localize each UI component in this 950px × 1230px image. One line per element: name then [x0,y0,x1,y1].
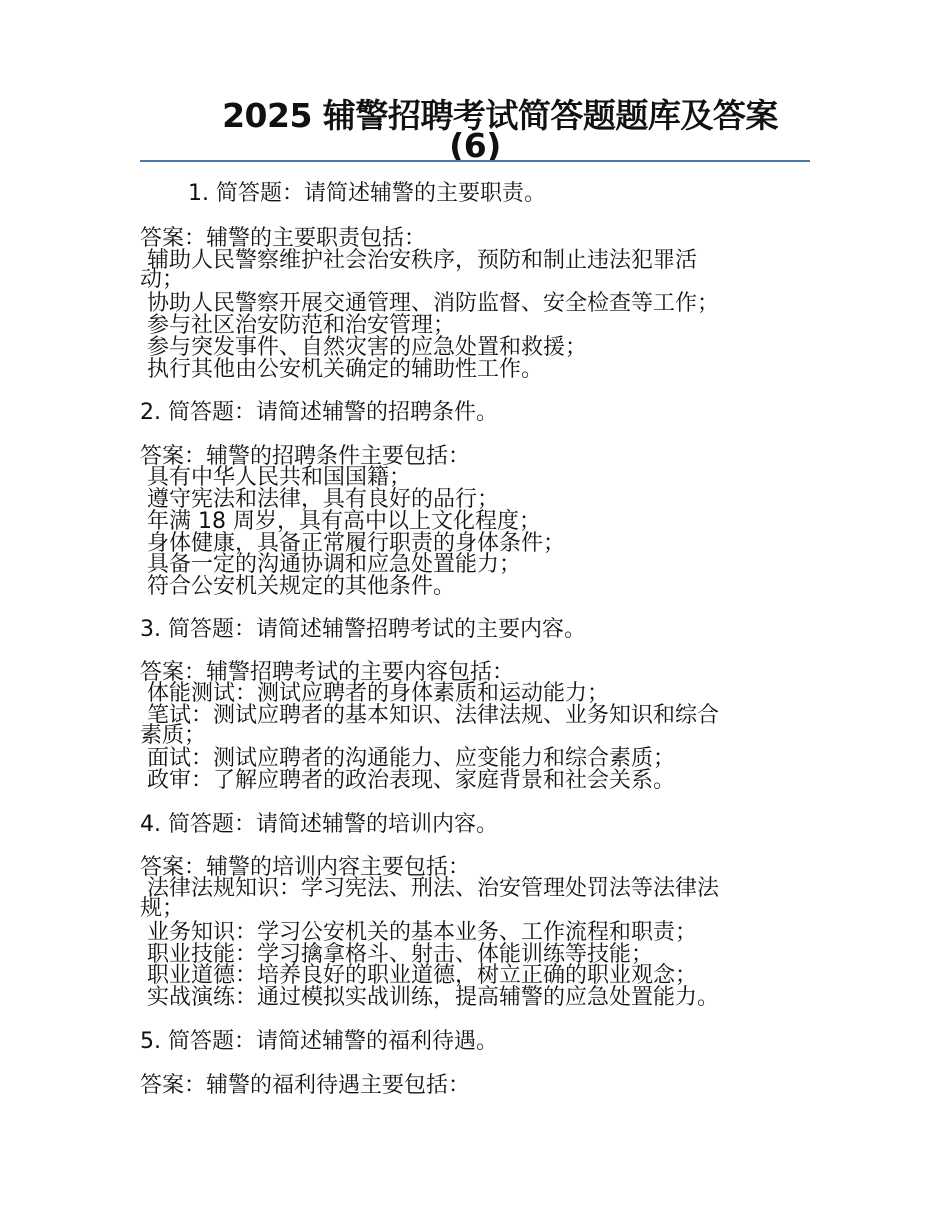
question-4: 4. 简答题：请简述辅警的培训内容。 [140,812,498,837]
answer-1-item: 参与社区治安防范和治安管理； [147,313,456,338]
page-title [140,96,810,165]
answer-5-heading: 答案：辅警的福利待遇主要包括： [140,1073,471,1098]
question-3: 3. 简答题：请简述辅警招聘考试的主要内容。 [140,617,586,642]
answer-1-item: 动； [140,267,185,292]
answer-4-item: 业务知识：学习公安机关的基本业务、工作流程和职责； [147,920,698,945]
answer-1-item: 辅助人民警察维护社会治安秩序，预防和制止违法犯罪活 [147,248,698,273]
answer-1-item: 执行其他由公安机关确定的辅助性工作。 [147,357,544,382]
answer-2-item: 具备一定的沟通协调和应急处置能力； [147,552,522,577]
answer-3-item: 体能测试：测试应聘者的身体素质和运动能力； [147,681,610,706]
answer-2-item: 身体健康，具备正常履行职责的身体条件； [147,531,566,556]
question-1: 1. 简答题：请简述辅警的主要职责。 [188,181,546,206]
answer-2-item: 年满 18 周岁，具有高中以上文化程度； [147,509,541,534]
answer-1-heading: 答案：辅警的主要职责包括： [140,226,427,251]
answer-1-item: 协助人民警察开展交通管理、消防监督、安全检查等工作； [147,291,720,316]
answer-2-item: 遵守宪法和法律，具有良好的品行； [147,487,500,512]
title-line-1: 2025 辅警招聘考试简答题题库及答案 [222,96,778,135]
answer-3-item: 笔试：测试应聘者的基本知识、法律法规、业务知识和综合 [147,703,720,728]
question-5: 5. 简答题：请简述辅警的福利待遇。 [140,1029,498,1054]
answer-2-item: 符合公安机关规定的其他条件。 [147,574,456,599]
answer-1-item: 参与突发事件、自然灾害的应急处置和救援； [147,335,588,360]
answer-3-item: 面试：测试应聘者的沟通能力、应变能力和综合素质； [147,746,676,771]
answer-4-item: 规； [140,896,185,921]
answer-4-heading: 答案：辅警的培训内容主要包括： [140,855,471,880]
title-line-2: (6) [449,126,501,165]
answer-4-item: 职业道德：培养良好的职业道德，树立正确的职业观念； [147,963,698,988]
answer-3-heading: 答案：辅警招聘考试的主要内容包括： [140,660,515,685]
answer-4-item: 法律法规知识：学习宪法、刑法、治安管理处罚法等法律法 [147,876,720,901]
answer-4-item: 实战演练：通过模拟实战训练，提高辅警的应急处置能力。 [147,985,720,1010]
answer-2-item: 具有中华人民共和国国籍； [147,465,412,490]
answer-3-item: 政审：了解应聘者的政治表现、家庭背景和社会关系。 [147,768,676,793]
title-divider [140,160,810,162]
answer-3-item: 素质； [140,723,207,748]
question-2: 2. 简答题：请简述辅警的招聘条件。 [140,400,498,425]
answer-4-item: 职业技能：学习擒拿格斗、射击、体能训练等技能； [147,942,654,967]
answer-2-heading: 答案：辅警的招聘条件主要包括： [140,444,471,469]
